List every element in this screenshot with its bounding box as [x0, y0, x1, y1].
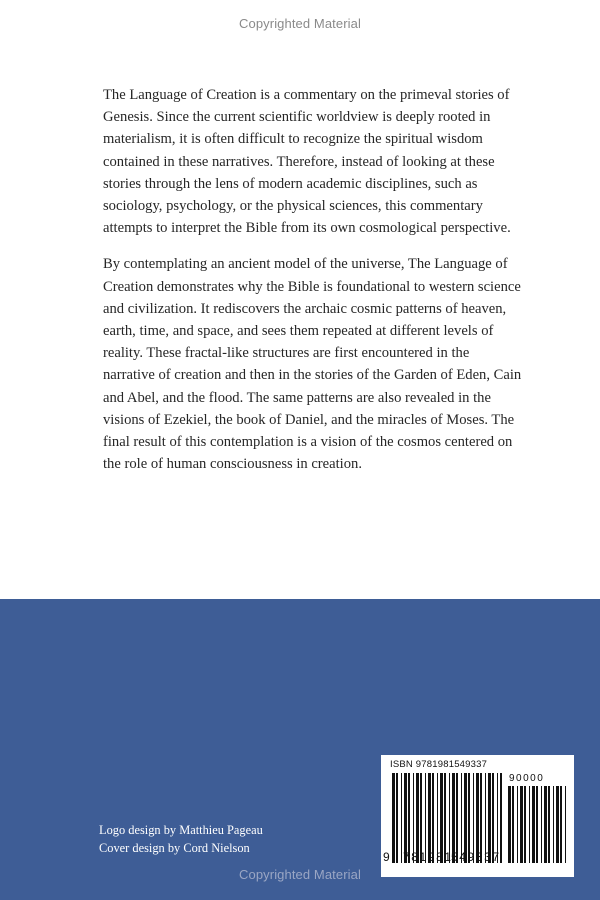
- logo-design-credit: Logo design by Matthieu Pageau: [99, 823, 263, 837]
- isbn-barcode: [381, 755, 574, 877]
- barcode-digits-right: 549337: [451, 850, 501, 864]
- barcode-bar: [536, 786, 538, 863]
- barcode-bar: [532, 786, 535, 863]
- description-paragraph-1: The Language of Creation is a commentary on the primeval stories of Genesis. Since the current scientific worldview is deeply rooted in materialism, it is often difficult to recognize the spiritual wisdom contained in these narratives. Therefore, instead of looking at these stories through the lens of modern academic disciplines, such as sociology, psychology, or the physical sciences, this commentary attempts to interpret the Bible from its own cosmological perspective.: [103, 87, 511, 237]
- barcode-bar: [529, 786, 530, 863]
- barcode-bar: [548, 786, 550, 863]
- barcode-bar: [553, 786, 554, 863]
- barcode-bar: [401, 773, 402, 863]
- price-code: 90000: [509, 773, 545, 784]
- isbn-label: ISBN 9781981549337: [390, 759, 488, 770]
- barcode-bar: [560, 786, 562, 863]
- barcode-bar: [520, 786, 523, 863]
- barcode-bar: [565, 786, 566, 863]
- barcode-digit-lead: 9: [383, 850, 390, 864]
- barcode-bar: [556, 786, 559, 863]
- barcode-digits-left: 781981: [403, 850, 453, 864]
- watermark-bottom: Copyrighted Material: [239, 867, 361, 882]
- watermark-top: Copyrighted Material: [239, 16, 361, 31]
- barcode-bar: [512, 786, 514, 863]
- barcode-bar: [517, 786, 518, 863]
- barcode-bar: [541, 786, 542, 863]
- barcode-bar: [508, 786, 511, 863]
- barcode-bar: [524, 786, 526, 863]
- design-credits: [99, 821, 263, 857]
- barcode-bar: [392, 773, 395, 863]
- book-description: [103, 84, 523, 489]
- barcode-bar: [396, 773, 398, 863]
- cover-design-credit: Cover design by Cord Nielson: [99, 841, 250, 855]
- description-paragraph-2: By contemplating an ancient model of the universe, The Language of Creation demonstrates why the Bible is foundational to western science and civilization. It rediscovers the archaic cosmic patterns of heaven, earth, time, and space, and sees them repeated at different levels of reality. These fractal-like structures are first encountered in the narrative of creation and then in the stories of the Garden of Eden, Cain and Abel, and the flood. The same patterns are also revealed in the visions of Ezekiel, the book of Daniel, and the miracles of Moses. The final result of this contemplation is a vision of the cosmos centered on the role of human consciousness in creation.: [103, 256, 522, 473]
- barcode-bar: [544, 786, 547, 863]
